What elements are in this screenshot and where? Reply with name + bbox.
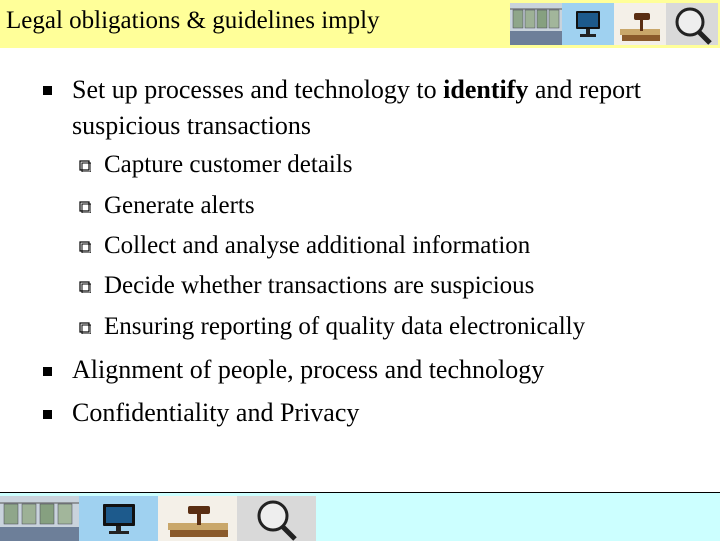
title-bar bbox=[0, 0, 720, 48]
gavel-books-photo bbox=[614, 3, 666, 45]
checkbox-bullet-icon bbox=[79, 160, 91, 172]
checkbox-bullet-icon bbox=[79, 241, 91, 253]
bullet-item: Alignment of people, process and technology bbox=[72, 355, 545, 384]
square-bullet-icon bbox=[43, 410, 52, 419]
checkbox-bullet-icon bbox=[79, 281, 91, 293]
money-laundering-photo bbox=[510, 3, 562, 45]
footer-bar bbox=[0, 492, 720, 541]
square-bullet-icon bbox=[43, 86, 52, 95]
square-bullet-icon bbox=[43, 367, 52, 376]
header-image-strip bbox=[510, 3, 718, 45]
checkbox-bullet-icon bbox=[79, 201, 91, 213]
computer-monitor-photo bbox=[79, 496, 158, 541]
sub-bullet-item: Decide whether transactions are suspicious bbox=[104, 272, 535, 299]
sub-bullet-item: Collect and analyse additional information bbox=[104, 232, 531, 259]
slide-title: Legal obligations & guidelines imply bbox=[6, 7, 380, 34]
sub-bullet-item: Generate alerts bbox=[104, 192, 255, 219]
bullet-item: Confidentiality and Privacy bbox=[72, 398, 360, 427]
bullet-text-bold: identify bbox=[443, 75, 529, 104]
footer-image-strip bbox=[0, 496, 316, 541]
computer-monitor-photo bbox=[562, 3, 614, 45]
bullet-text-part: Set up processes and technology to bbox=[72, 75, 444, 104]
magnifying-glass-photo bbox=[237, 496, 316, 541]
sub-bullet-item: Ensuring reporting of quality data electronically bbox=[104, 313, 586, 340]
bullet-item bbox=[72, 72, 682, 144]
bullet-text-part: and report suspicious transactions bbox=[72, 75, 642, 140]
magnifying-glass-photo bbox=[666, 3, 718, 45]
checkbox-bullet-icon bbox=[79, 322, 91, 334]
money-laundering-photo bbox=[0, 496, 79, 541]
sub-bullet-item: Capture customer details bbox=[104, 151, 353, 178]
gavel-books-photo bbox=[158, 496, 237, 541]
